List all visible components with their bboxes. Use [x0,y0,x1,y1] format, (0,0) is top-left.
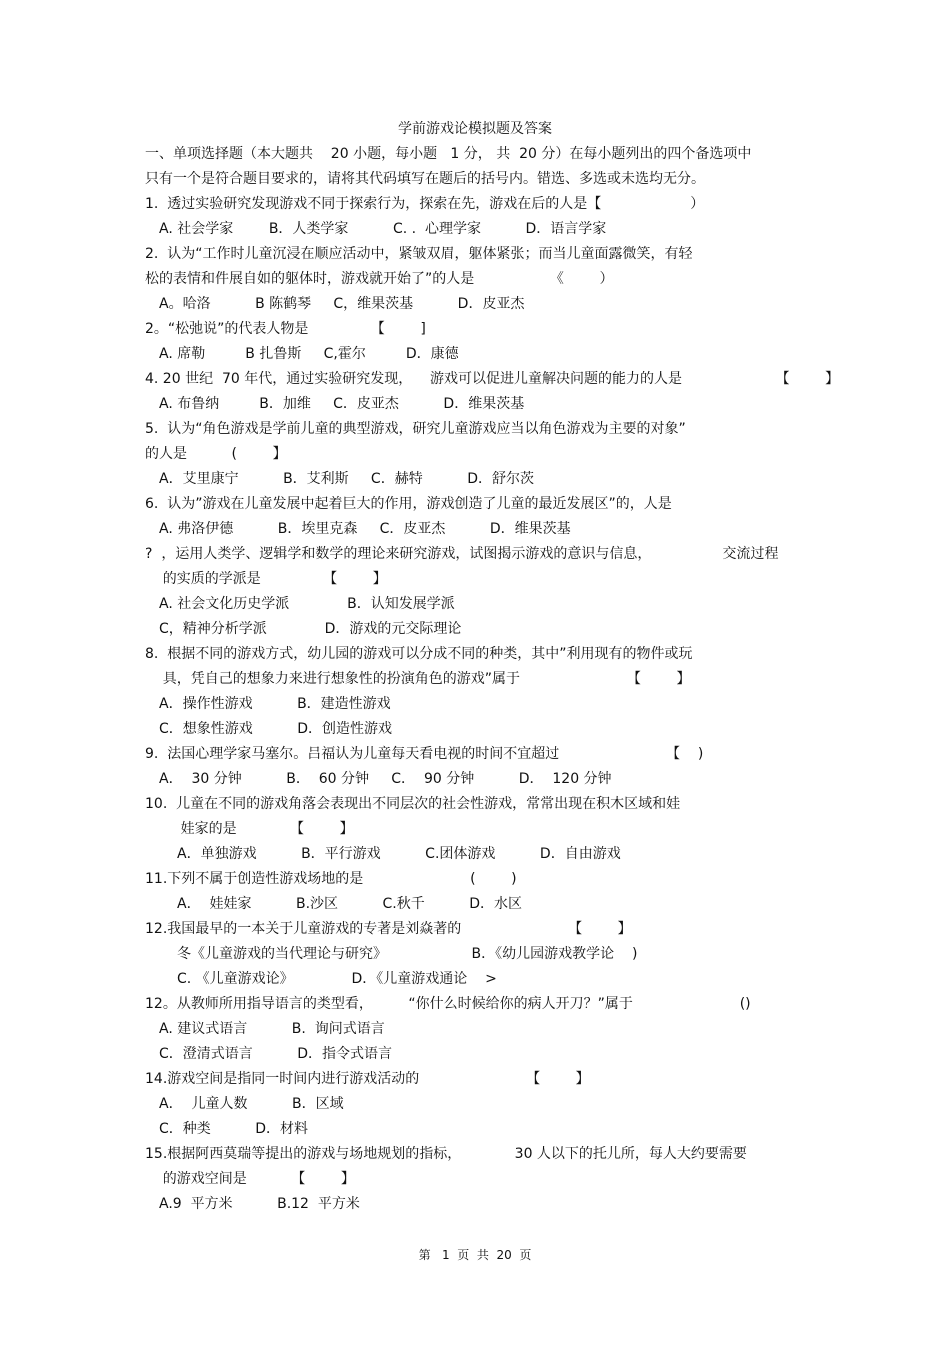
question-stem-line: 2。“松弛说”的代表人物是 【 ] [145,321,426,337]
question-options-line: C．想象性游戏 D．创造性游戏 [159,721,393,737]
document-title: 学前游戏论模拟题及答案 [398,121,552,137]
section-header-line: 一、单项选择题（本大题共 20 小题，每小题 1 分， 共 20 分）在每小题列出的四个备选项中 [145,146,752,162]
question-stem-line: 娃家的是 【 】 [145,821,354,837]
document-body [145,145,840,1220]
question-stem-line: 的人是 ( 】 [145,446,287,462]
question-stem-line: 具，凭自己的想象力来进行想象性的扮演角色的游戏”属于 【 】 [145,671,691,687]
question-stem-line: 4. 20 世纪 70 年代，通过实验研究发现， 游戏可以促进儿童解决问题的能力的人是 【 】 [145,371,840,387]
page-footer: 第 1 页 共 20 页 [418,1248,532,1262]
question-stem-line: 10. 儿童在不同的游戏角落会表现出不同层次的社会性游戏，常常出现在积木区域和娃 [145,796,681,812]
question-options-line: A．艾里康宁 B．艾利斯 C．赫特 D．舒尔茨 [159,471,534,487]
question-options-line: A．单独游戏 B．平行游戏 C.团体游戏 D．自由游戏 [177,846,621,862]
question-options-line: A. 弗洛伊德 B．埃里克森 C．皮亚杰 D．维果茨基 [159,521,571,537]
question-stem-line: 的实质的学派是 【 】 [145,571,387,587]
question-options-line: A． 娃娃家 B.沙区 C.秋千 D．水区 [177,896,523,912]
question-options-line: A.9 平方米 B.12 平方米 [159,1196,360,1212]
question-stem-line: 12。从教师所用指导语言的类型看， “你什么时候给你的病人开刀？”属于 () [145,996,751,1012]
question-stem-line: 15.根据阿西莫瑞等提出的游戏与场地规划的指标， 30 人以下的托儿所，每人大约要需要 [145,1146,747,1162]
question-options-line: A。哈洛 B 陈鹤琴 C，维果茨基 D．皮亚杰 [159,296,525,312]
question-options-line: A. 社会学家 B．人类学家 C. . 心理学家 D．语言学家 [159,221,607,237]
question-stem-line: 11.下列不属于创造性游戏场地的是 ( ) [145,871,517,887]
question-stem-line: 1. 透过实验研究发现游戏不同于探索行为，探索在先，游戏在后的人是【 ） [145,196,705,212]
question-stem-line: 的游戏空间是 【 】 [145,1171,355,1187]
question-options-line: C．澄清式语言 D．指令式语言 [159,1046,393,1062]
question-stem-line: 松的表情和件展自如的躯体时，游戏就开始了”的人是 《 ） [145,271,614,287]
question-stem-line: 2. 认为“工作时儿童沉浸在顺应活动中，紧皱双眉，躯体紧张；而当儿童面露微笑，有轻 [145,246,693,262]
question-stem-line: 9. 法国心理学家马塞尔。吕福认为儿童每天看电视的时间不宜超过 【 ) [145,746,704,762]
question-options-line: 冬《儿童游戏的当代理论与研究》 B．《幼儿园游戏教学论 ) [177,946,638,962]
question-stem-line: 5. 认为“角色游戏是学前儿童的典型游戏，研究儿童游戏应当以角色游戏为主要的对象” [145,421,686,437]
question-options-line: A. 布鲁纳 B．加维 C．皮亚杰 D．维果茨基 [159,396,525,412]
question-options-line: C. 《儿童游戏论》 D．《儿童游戏通论 > [177,971,497,987]
question-options-line: A. 席勒 B 扎鲁斯 C,霍尔 D．康德 [159,346,459,362]
question-options-line: C，精神分析学派 D．游戏的元交际理论 [159,621,462,637]
question-options-line: A． 儿童人数 B．区域 [159,1096,344,1112]
question-stem-line: ? ，运用人类学、逻辑学和数学的理论来研究游戏，试图揭示游戏的意识与信息， 交流过程 [145,546,779,562]
section-header-line: 只有一个是符合题目要求的，请将其代码填写在题后的括号内。错选、多选或未选均无分。 [145,171,705,187]
question-options-line: A． 30 分钟 B． 60 分钟 C． 90 分钟 D． 120 分钟 [159,771,612,787]
question-stem-line: 6. 认为”游戏在儿童发展中起着巨大的作用，游戏创造了儿童的最近发展区”的，人是 [145,496,672,512]
question-options-line: C．种类 D．材料 [159,1121,309,1137]
question-stem-line: 12.我国最早的一本关于儿童游戏的专著是刘焱著的 【 】 [145,921,632,937]
question-options-line: A．操作性游戏 B．建造性游戏 [159,696,391,712]
question-options-line: A. 建议式语言 B. 询问式语言 [159,1021,385,1037]
question-stem-line: 14.游戏空间是指同一时间内进行游戏活动的 【 】 [145,1071,590,1087]
question-stem-line: 8. 根据不同的游戏方式，幼儿园的游戏可以分成不同的种类，其中”利用现有的物件或玩 [145,646,693,662]
question-options-line: A. 社会文化历史学派 B．认知发展学派 [159,596,455,612]
